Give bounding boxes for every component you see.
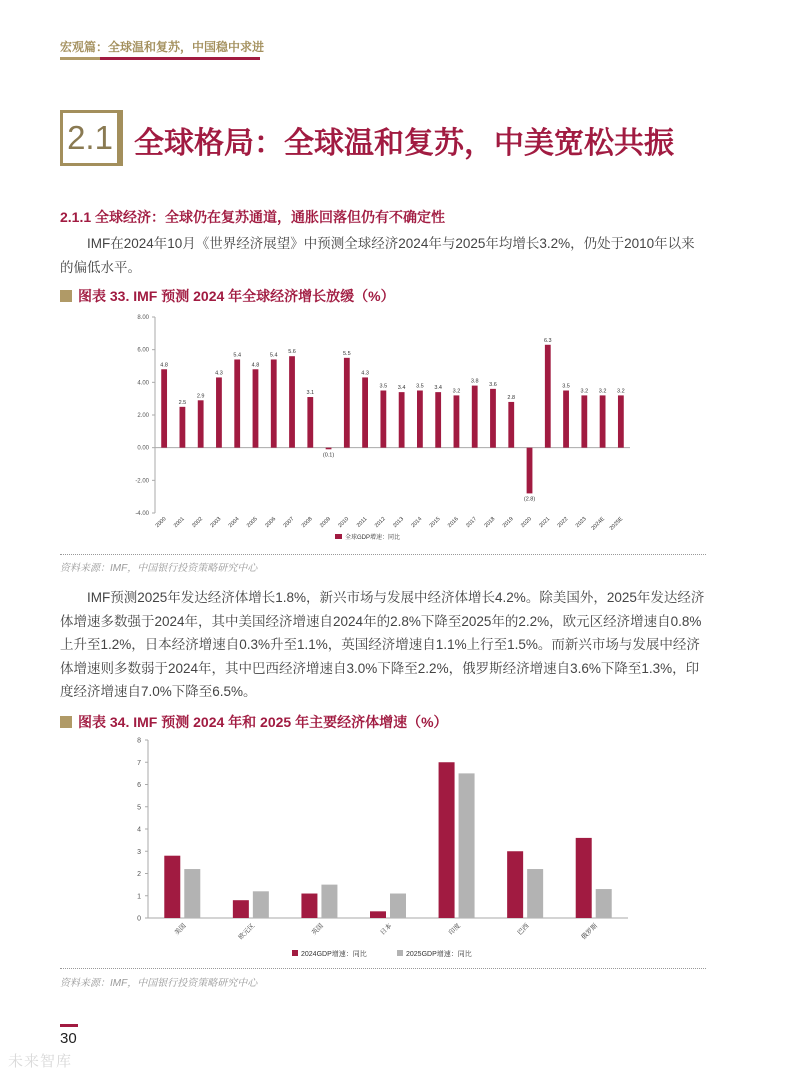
bar [563,391,569,448]
header-rule-accent [100,57,260,60]
figure-34-title [60,712,448,732]
bar [454,395,460,447]
figure-34-title-text: 图表 34. IMF 预测 2024 年和 2025 年主要经济体增速（%） [78,714,448,730]
y-tick-label: 4.00 [137,380,149,387]
x-tick-label: 2010 [337,516,351,530]
bar [234,359,240,447]
data-label: 3.5 [379,383,388,390]
bar [596,889,612,918]
data-label: 3.1 [306,390,315,397]
x-tick-label: 2001 [172,516,186,530]
x-tick-label: 2017 [465,516,479,530]
bar [301,894,317,918]
bar [472,386,478,448]
data-label: (2.8) [523,496,536,503]
header-rule [60,57,100,60]
data-label: (0.1) [322,452,335,459]
x-tick-label: 2009 [319,516,332,530]
x-tick-label: 2006 [264,516,278,530]
data-label: 5.5 [342,350,351,357]
x-tick-label: 2025E [608,516,625,532]
bar [253,891,269,918]
data-label: 3.2 [617,388,625,395]
bar [271,359,277,447]
legend-label: 全球GDP增速：同比 [345,535,401,541]
figure-33-title-text: 图表 33. IMF 预测 2024 年全球经济增长放缓（%） [78,288,395,304]
y-tick-label: 8.00 [137,315,149,321]
y-tick-label: 6.00 [137,347,149,354]
bar [180,407,186,448]
bar [435,392,441,448]
figure-marker-icon [60,290,72,302]
data-label: 3.8 [470,378,479,385]
x-tick-label: 2019 [501,516,515,530]
y-tick-label: -2.00 [135,478,149,485]
bar [161,369,167,447]
x-tick-label: 欧元区 [237,922,257,942]
bar [344,358,350,448]
x-tick-label: 2007 [282,516,296,530]
figure-33-chart [60,305,706,550]
bar [326,448,332,450]
bar [527,448,533,494]
y-tick-label: 7 [137,759,141,767]
data-label: 3.4 [397,385,406,392]
data-label: 3.5 [416,383,424,390]
x-tick-label: 美国 [173,922,188,937]
section-number: 2.1 [60,110,120,166]
x-tick-label: 2002 [191,516,205,530]
x-tick-label: 2021 [538,516,552,530]
data-label: 2.8 [507,394,516,401]
data-label: 4.3 [215,370,223,377]
x-tick-label: 日本 [379,922,394,937]
data-label: 2.5 [178,399,187,406]
legend-label: 2024GDP增速：同比 [301,951,367,958]
bar [527,869,543,918]
y-tick-label: 8 [137,737,141,745]
data-label: 5.4 [269,352,278,359]
bar [507,851,523,918]
legend-swatch [335,534,342,539]
x-tick-label: 2003 [209,516,223,530]
x-tick-label: 2022 [556,516,570,530]
bar [417,391,423,448]
legend-swatch [292,950,298,956]
y-tick-label: 5 [137,804,141,812]
data-label: 3.6 [489,381,497,388]
bar [618,395,624,447]
bar [439,762,455,918]
bar [362,377,368,447]
x-tick-label: 2004 [227,516,241,530]
y-tick-label: 4 [137,826,141,834]
bar [600,395,606,447]
data-label: 4.8 [251,362,260,369]
x-tick-label: 2023 [574,516,588,530]
x-tick-label: 2008 [300,516,314,530]
x-tick-label: 2024E [590,516,607,532]
data-label: 4.8 [160,362,168,369]
data-label: 5.6 [288,349,296,356]
data-label: 3.5 [562,383,570,390]
data-label: 2.9 [196,393,205,400]
legend-swatch [397,950,403,956]
bar [399,392,405,448]
x-tick-label: 2005 [245,516,259,530]
x-tick-label: 2011 [355,516,369,529]
figure-33-source: 资料来源：IMF，中国银行投资策略研究中心 [60,563,258,574]
page-number-rule [60,1024,78,1027]
running-header: 宏观篇：全球温和复苏，中国稳中求进 [60,40,265,54]
y-tick-label: -4.00 [135,511,149,517]
data-label: 5.4 [233,352,242,359]
bar [164,856,180,918]
bar [380,391,386,448]
bar [216,377,222,447]
section-title: 全球格局：全球温和复苏，中美宽松共振 [134,127,674,160]
data-label: 4.3 [361,370,369,377]
x-tick-label: 巴西 [516,922,531,937]
bar [370,911,386,918]
paragraph-forecast: IMF预测2025年发达经济体增长1.8%，新兴市场与发展中经济体增长4.2%。除美国外，2025年发达经济体增速多数强于2024年，其中美国经济增速自2024年的2.8%下降至2025年的2.2%，欧元区经济增速自0.8%上升至1.2%，日本经济增速自0.3%升至1.1%，英国经济增速自1.1%上行至1.5%。而新兴市场与发展中经济体增速则多数弱于2024年，其中巴西经济增速自3.0%下降至2.2%，俄罗斯经济增速自3.6%下降至1.3%，印度经济增速自7.0%下降至6.5%。 [60,590,705,699]
bar [545,345,551,448]
x-tick-label: 2014 [410,516,424,530]
bar [508,402,514,448]
bar [184,869,200,918]
bar [390,894,406,918]
x-tick-label: 2013 [392,516,406,530]
y-tick-label: 6 [137,782,141,789]
x-tick-label: 2000 [154,516,168,530]
x-tick-label: 2012 [373,516,387,530]
paragraph-intro: IMF在2024年10月《世界经济展望》中预测全球经济2024年与2025年均增长3.2%，仍处于2010年以来的偏低水平。 [60,236,695,275]
y-tick-label: 3 [137,848,141,856]
y-tick-label: 2 [137,871,141,878]
x-tick-label: 2020 [520,516,533,530]
section-divider [120,110,123,166]
bar [581,395,587,447]
page-number: 30 [60,1030,77,1047]
bar [490,389,496,448]
bar [307,397,313,448]
figure-marker-icon [60,716,72,728]
bar [289,356,295,447]
bar [233,900,249,918]
x-tick-label: 俄罗斯 [580,922,600,942]
x-tick-label: 2016 [446,516,460,530]
legend-label: 2025GDP增速：同比 [406,951,472,958]
figure-34-source: 资料来源：IMF，中国银行投资策略研究中心 [60,978,258,989]
figure-34-chart [60,732,706,964]
bar [198,400,204,447]
x-tick-label: 印度 [447,922,462,937]
bar [576,838,592,918]
x-tick-label: 2015 [428,516,442,530]
data-label: 3.2 [598,388,607,395]
bar [459,773,475,918]
y-tick-label: 0 [137,915,141,923]
x-tick-label: 2018 [483,516,497,530]
bar [321,885,337,918]
data-label: 3.2 [580,388,589,395]
data-label: 3.2 [452,388,461,395]
divider [60,968,706,969]
data-label: 6.3 [543,337,552,344]
watermark: 未来智库 [8,1053,73,1070]
y-tick-label: 0.00 [137,445,149,452]
x-tick-label: 英国 [310,922,325,937]
y-tick-label: 2.00 [137,413,149,419]
subsection-title: 2.1.1 全球经济：全球仍在复苏通道，通胀回落但仍有不确定性 [60,209,446,225]
divider [60,554,706,555]
figure-33-title [60,286,395,306]
y-tick-label: 1 [137,893,141,901]
bar [253,369,259,447]
data-label: 3.4 [434,385,443,392]
